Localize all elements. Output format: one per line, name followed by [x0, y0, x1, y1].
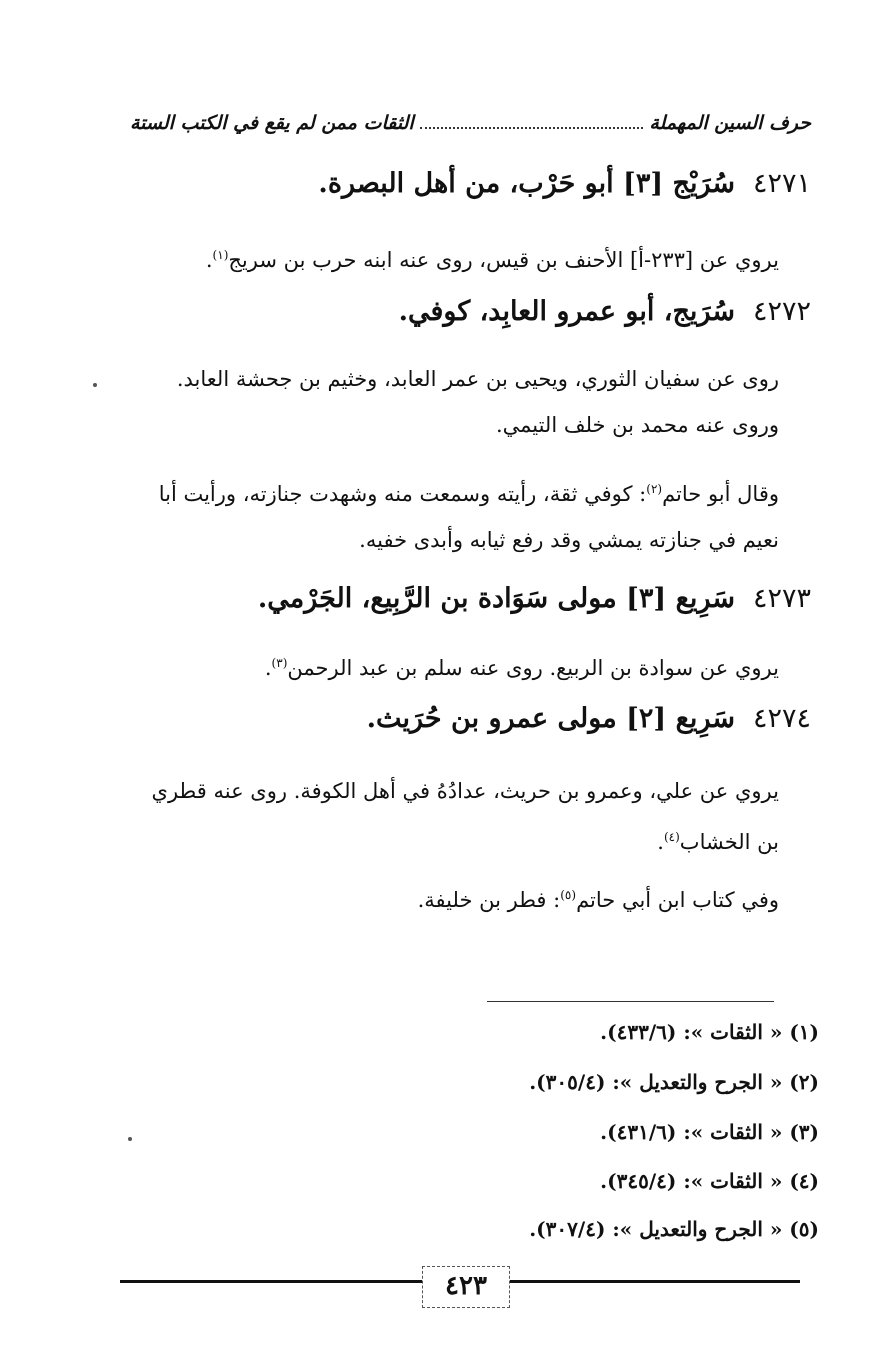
footnote-ref: (٥) [560, 888, 577, 902]
header-book-title: الثقات ممن لم يقع في الكتب الستة [130, 112, 414, 134]
entry-body-4274 [152, 768, 779, 865]
body-line: وروى عنه محمد بن خلف التيمي. [495, 413, 779, 437]
body-text: : فطر بن خليفة. [417, 888, 561, 912]
entry-title-4271 [318, 168, 811, 199]
footnote-ref: (٤) [663, 830, 680, 844]
entry-heading: سَرِيع [٣] مولى سَوَادة بن الرَّبِيع، الجَرْمي. [257, 583, 735, 614]
entry-number: ٤٢٧٣ [752, 583, 811, 614]
footnote-ref: (٣) [271, 656, 288, 670]
footnote-3: (٣) « الثقات »: (٤٣١/٦). [600, 1120, 819, 1144]
entry-number: ٤٢٧٤ [752, 703, 811, 734]
body-line: يروي عن علي، وعمرو بن حريث، عدادُهُ في أهل الكوفة. روى عنه قطري [151, 779, 779, 803]
body-text: . [205, 248, 213, 272]
footnote-separator [487, 1001, 774, 1002]
print-speck [128, 1137, 132, 1141]
print-speck [93, 383, 97, 387]
body-text: وفي كتاب ابن أبي حاتم [576, 888, 779, 912]
entry-body-4272 [177, 356, 779, 448]
entry-body-4273 [265, 640, 779, 691]
footnote-ref: (٢) [646, 482, 663, 496]
body-line: روى عن سفيان الثوري، ويحيى بن عمر العابد، وخثيم بن جحشة العابد. [176, 367, 779, 391]
footnote-ref: (١) [212, 248, 229, 262]
body-text: يروي عن سوادة بن الربيع. روى عنه سلم بن عبد الرحمن [287, 656, 779, 680]
body-text: وقال أبو حاتم [662, 482, 779, 506]
footnote-4: (٤) « الثقات »: (٣٤٥/٤). [600, 1169, 819, 1193]
entry-title-4272 [399, 296, 811, 327]
entry-number: ٤٢٧٢ [752, 296, 811, 327]
entry-body-4271 [206, 232, 779, 283]
running-header [130, 112, 811, 134]
full-stop: . [264, 656, 272, 680]
footnote-2: (٢) « الجرح والتعديل »: (٣٠٥/٤). [529, 1070, 819, 1094]
entry-body-4274-note [418, 872, 779, 923]
body-text: يروي عن [٢٣٣-أ] الأحنف بن قيس، روى عنه ابنه حرب بن سريج [228, 248, 779, 272]
footnote-5: (٥) « الجرح والتعديل »: (٣٠٧/٤). [529, 1217, 819, 1241]
entry-heading: سَرِيع [٢] مولى عمرو بن حُرَيث. [366, 703, 735, 734]
body-text: : كوفي ثقة، رأيته وسمعت منه وشهدت جنازته، ورأيت أبا [158, 482, 647, 506]
header-dots [420, 115, 644, 129]
entry-heading: سُرَيج، أبو عمرو العابِد، كوفي. [398, 296, 735, 327]
entry-number: ٤٢٧١ [752, 168, 811, 199]
header-section: حرف السين المهملة [649, 112, 811, 134]
entry-body-4272-quote [159, 466, 779, 563]
footnote-1: (١) « الثقات »: (٤٣٣/٦). [600, 1020, 819, 1044]
entry-title-4274 [367, 703, 811, 734]
entry-title-4273 [258, 583, 811, 614]
entry-heading: سُرَيْج [٣] أبو حَرْب، من أهل البصرة. [318, 168, 735, 199]
full-stop: . [657, 830, 664, 854]
body-text: بن الخشاب [679, 830, 779, 854]
page-number: ٤٢٣ [422, 1266, 510, 1308]
body-line: نعيم في جنازته يمشي وقد رفع ثيابه وأبدى خفيه. [359, 528, 779, 552]
